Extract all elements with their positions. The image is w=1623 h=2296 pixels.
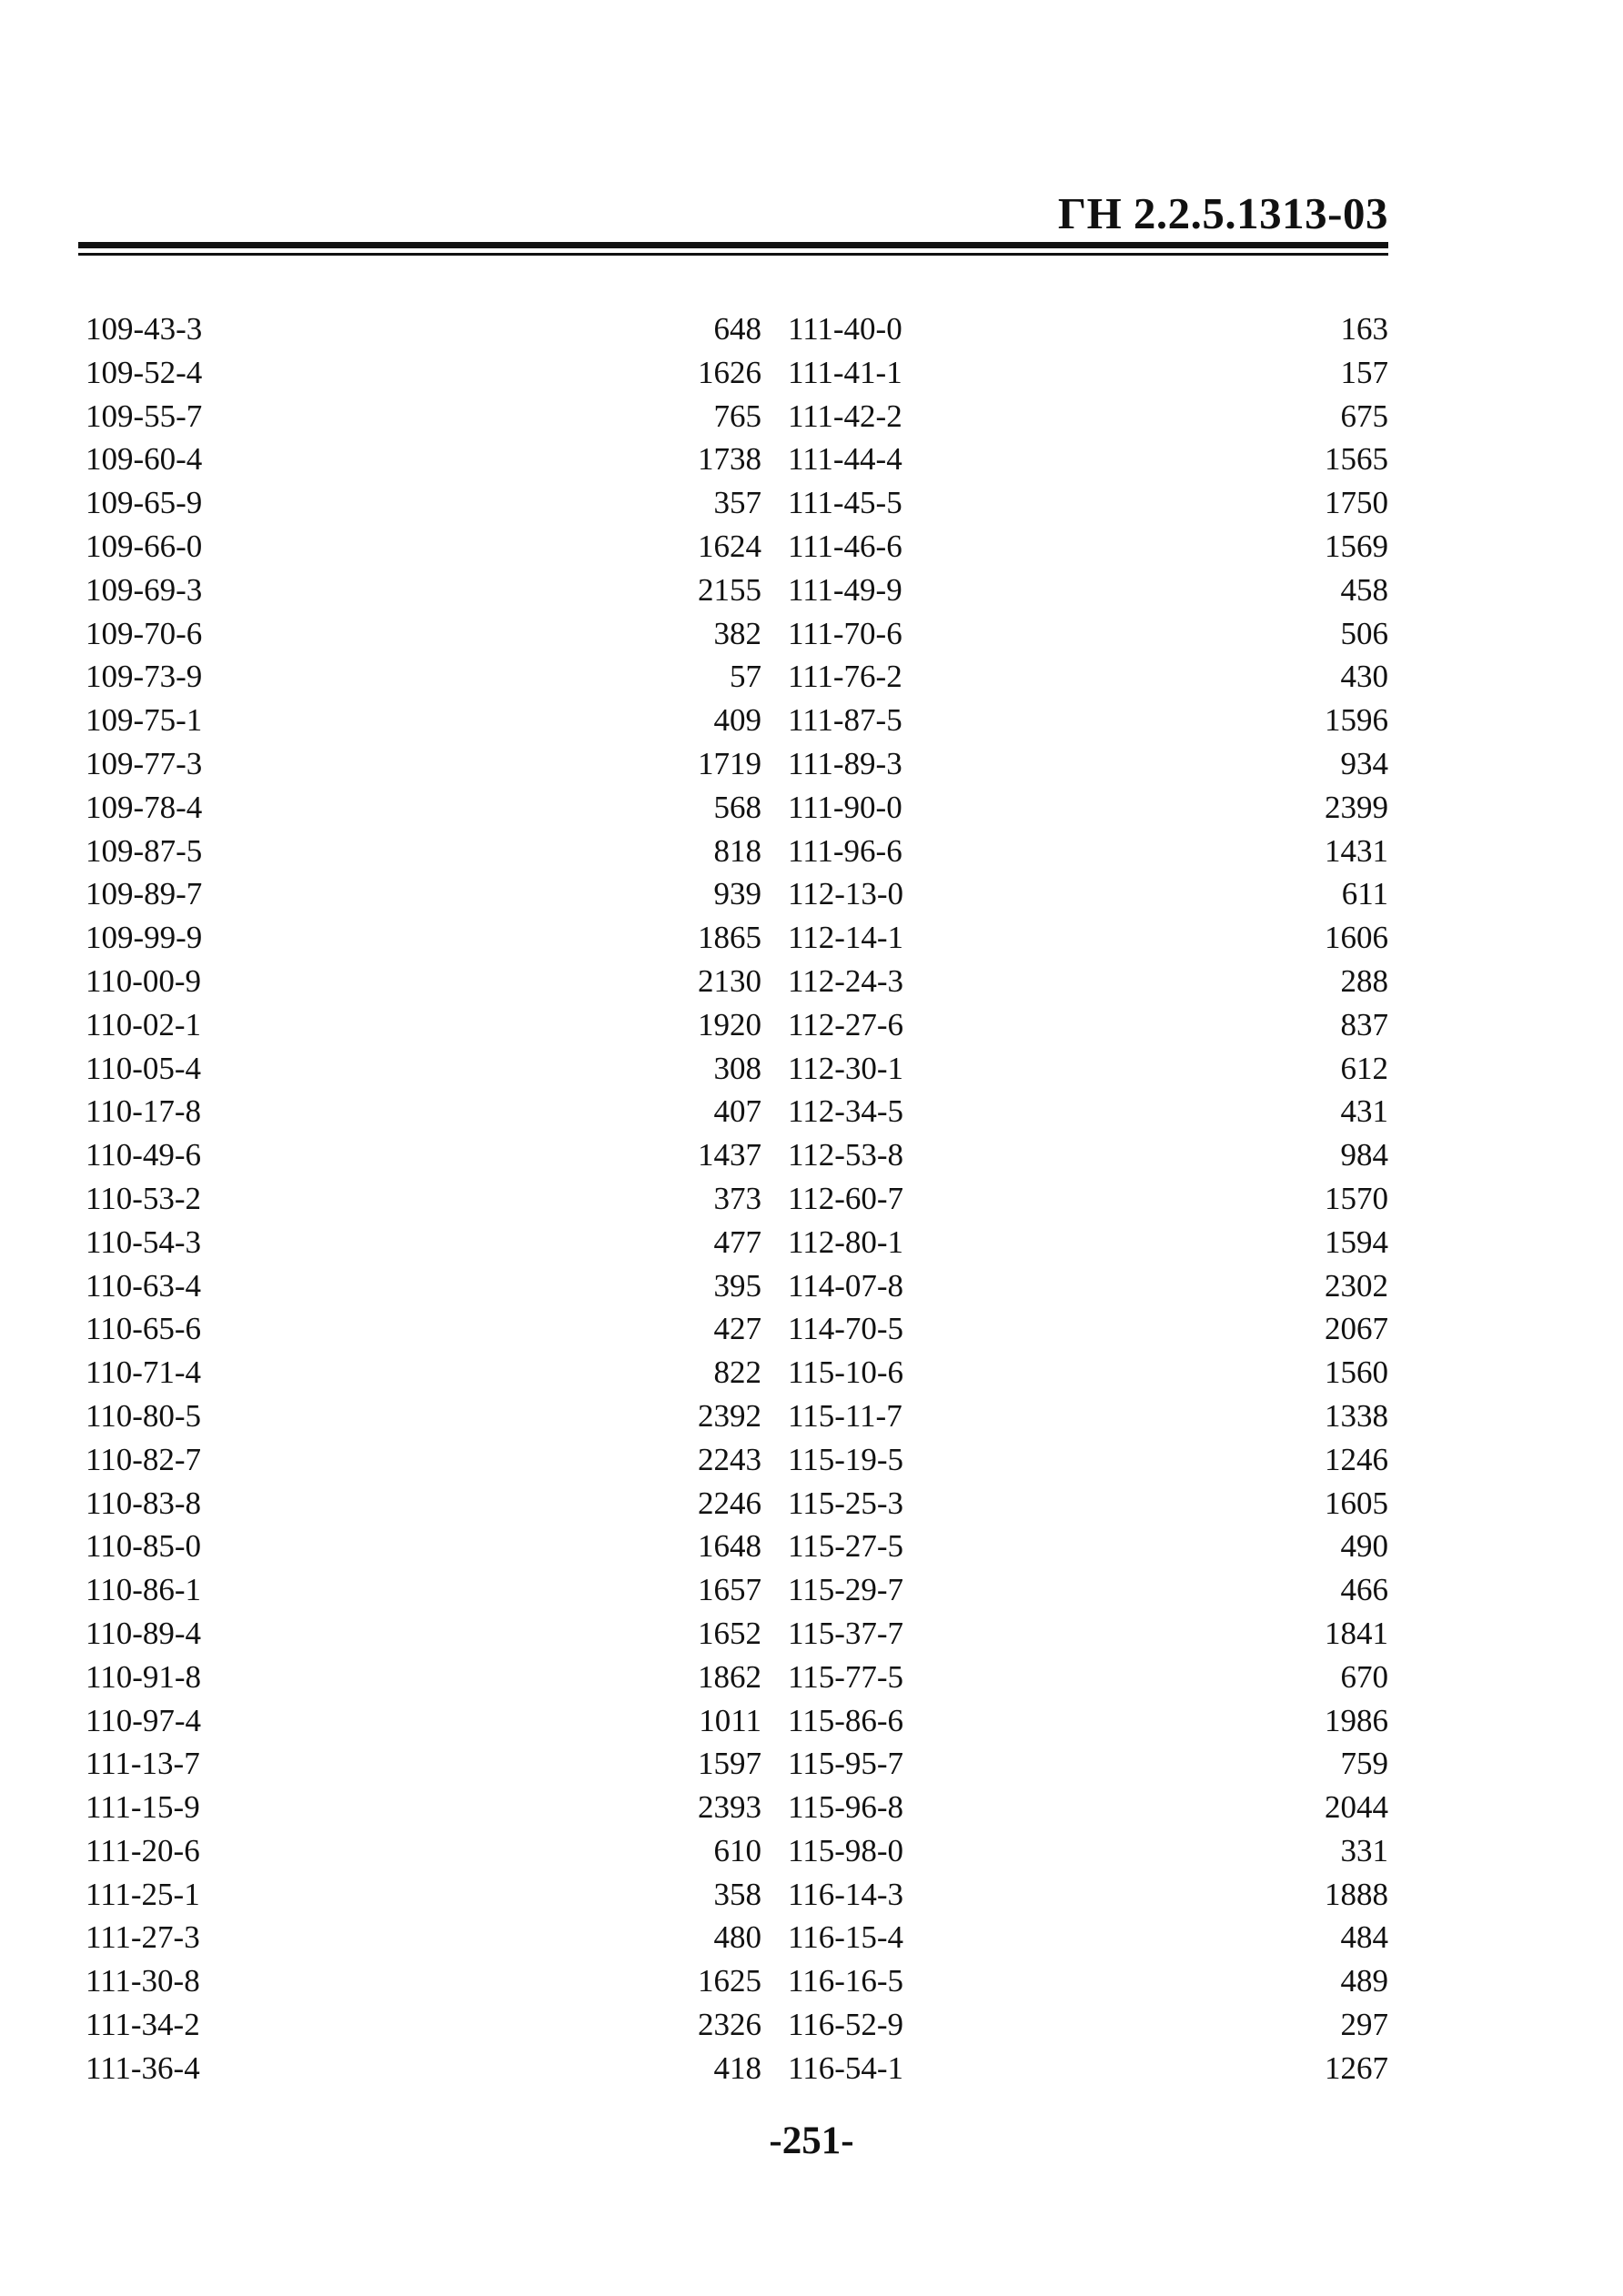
value-left: 395 xyxy=(713,1267,761,1304)
table-row xyxy=(78,1959,1388,2003)
table-row xyxy=(78,1742,1388,1786)
cas-number-right: 111-44-4 xyxy=(788,441,902,478)
cas-number-left: 109-87-5 xyxy=(86,832,203,869)
value-right: 1570 xyxy=(1325,1180,1388,1216)
document-header xyxy=(78,182,1388,264)
table-row xyxy=(78,786,1388,830)
value-left: 373 xyxy=(713,1180,761,1216)
table-row xyxy=(78,742,1388,786)
value-right: 1888 xyxy=(1325,1876,1388,1912)
table-row xyxy=(78,1047,1388,1091)
cas-number-left: 109-73-9 xyxy=(86,659,203,695)
cas-number-right: 115-98-0 xyxy=(788,1832,904,1868)
value-left: 2393 xyxy=(698,1789,761,1826)
table-row xyxy=(78,307,1388,351)
value-left: 480 xyxy=(713,1919,761,1956)
value-left: 2130 xyxy=(698,962,761,999)
value-left: 57 xyxy=(730,659,761,695)
cas-number-left: 109-70-6 xyxy=(86,615,203,651)
value-left: 1862 xyxy=(698,1658,761,1695)
value-left: 610 xyxy=(713,1832,761,1868)
table-row xyxy=(78,1090,1388,1133)
value-right: 675 xyxy=(1340,398,1388,434)
cas-number-right: 112-13-0 xyxy=(788,876,904,912)
value-right: 2399 xyxy=(1325,789,1388,825)
value-left: 1719 xyxy=(698,745,761,781)
cas-number-right: 112-60-7 xyxy=(788,1180,904,1216)
cas-number-right: 114-70-5 xyxy=(788,1311,904,1347)
value-left: 427 xyxy=(713,1311,761,1347)
cas-number-left: 110-91-8 xyxy=(86,1658,202,1695)
cas-number-right: 115-25-3 xyxy=(788,1485,904,1521)
value-left: 308 xyxy=(713,1050,761,1086)
value-left: 1437 xyxy=(698,1137,761,1173)
cas-number-right: 112-53-8 xyxy=(788,1137,904,1173)
value-right: 484 xyxy=(1340,1919,1388,1956)
cas-number-right: 111-89-3 xyxy=(788,745,902,781)
value-right: 458 xyxy=(1340,571,1388,608)
table-row xyxy=(78,1916,1388,1959)
value-right: 670 xyxy=(1340,1658,1388,1695)
cas-number-left: 110-17-8 xyxy=(86,1093,202,1130)
value-right: 431 xyxy=(1340,1093,1388,1130)
table-row xyxy=(78,1873,1388,1917)
cas-number-right: 111-70-6 xyxy=(788,615,902,651)
cas-number-left: 110-97-4 xyxy=(86,1702,202,1738)
cas-number-right: 111-76-2 xyxy=(788,659,902,695)
cas-number-right: 115-11-7 xyxy=(788,1397,902,1434)
value-left: 2326 xyxy=(698,2007,761,2043)
value-left: 1648 xyxy=(698,1528,761,1565)
value-right: 288 xyxy=(1340,962,1388,999)
table-row xyxy=(78,1264,1388,1308)
cas-number-left: 109-43-3 xyxy=(86,311,203,347)
value-left: 765 xyxy=(713,398,761,434)
value-left: 358 xyxy=(713,1876,761,1912)
value-right: 984 xyxy=(1340,1137,1388,1173)
value-right: 1560 xyxy=(1325,1354,1388,1391)
cas-number-left: 109-60-4 xyxy=(86,441,203,478)
cas-number-left: 109-78-4 xyxy=(86,789,203,825)
value-right: 489 xyxy=(1340,1963,1388,1999)
value-right: 331 xyxy=(1340,1832,1388,1868)
cas-number-left: 110-71-4 xyxy=(86,1354,202,1391)
cas-number-right: 111-41-1 xyxy=(788,354,902,390)
cas-number-left: 111-27-3 xyxy=(86,1919,200,1956)
table-row xyxy=(78,1482,1388,1526)
table-row xyxy=(78,1568,1388,1612)
value-left: 1624 xyxy=(698,528,761,564)
value-right: 612 xyxy=(1340,1050,1388,1086)
table-row xyxy=(78,1612,1388,1656)
cas-number-right: 111-45-5 xyxy=(788,485,902,521)
table-row xyxy=(78,1003,1388,1047)
cas-number-left: 110-02-1 xyxy=(86,1006,202,1042)
table-row xyxy=(78,1438,1388,1482)
table-row xyxy=(78,395,1388,438)
cas-number-right: 115-86-6 xyxy=(788,1702,904,1738)
table-row xyxy=(78,525,1388,569)
value-right: 2067 xyxy=(1325,1311,1388,1347)
cas-number-right: 115-37-7 xyxy=(788,1615,904,1651)
value-left: 1920 xyxy=(698,1006,761,1042)
value-right: 1750 xyxy=(1325,485,1388,521)
cas-number-left: 110-86-1 xyxy=(86,1572,202,1608)
cas-number-left: 111-25-1 xyxy=(86,1876,200,1912)
cas-number-left: 111-13-7 xyxy=(86,1746,200,1782)
page-number: -251- xyxy=(769,2120,854,2162)
cas-number-left: 110-89-4 xyxy=(86,1615,202,1651)
cas-number-left: 109-99-9 xyxy=(86,920,203,956)
table-row xyxy=(78,481,1388,525)
cas-number-left: 111-34-2 xyxy=(86,2007,200,2043)
table-row xyxy=(78,1221,1388,1264)
value-left: 1625 xyxy=(698,1963,761,1999)
table-row xyxy=(78,1786,1388,1829)
cas-number-right: 116-16-5 xyxy=(788,1963,904,1999)
cas-number-left: 109-65-9 xyxy=(86,485,203,521)
value-right: 1594 xyxy=(1325,1224,1388,1260)
table-row xyxy=(78,830,1388,873)
value-left: 1657 xyxy=(698,1572,761,1608)
table-row xyxy=(78,655,1388,699)
table-row xyxy=(78,1525,1388,1568)
value-right: 1246 xyxy=(1325,1441,1388,1477)
cas-number-left: 109-69-3 xyxy=(86,571,203,608)
cas-number-right: 111-87-5 xyxy=(788,702,902,739)
value-right: 297 xyxy=(1340,2007,1388,2043)
value-left: 648 xyxy=(713,311,761,347)
value-left: 357 xyxy=(713,485,761,521)
table-row xyxy=(78,1656,1388,1699)
value-right: 466 xyxy=(1340,1572,1388,1608)
cas-number-right: 112-80-1 xyxy=(788,1224,904,1260)
cas-number-right: 115-19-5 xyxy=(788,1441,904,1477)
cas-number-right: 111-46-6 xyxy=(788,528,902,564)
value-left: 477 xyxy=(713,1224,761,1260)
cas-number-left: 109-75-1 xyxy=(86,702,203,739)
cas-number-right: 114-07-8 xyxy=(788,1267,904,1304)
cas-number-left: 109-55-7 xyxy=(86,398,203,434)
cas-number-left: 111-20-6 xyxy=(86,1832,200,1868)
value-right: 1606 xyxy=(1325,920,1388,956)
value-left: 2243 xyxy=(698,1441,761,1477)
table-row xyxy=(78,1395,1388,1438)
cas-number-left: 110-54-3 xyxy=(86,1224,202,1260)
value-left: 939 xyxy=(713,876,761,912)
cas-number-left: 110-65-6 xyxy=(86,1311,202,1347)
value-right: 1596 xyxy=(1325,702,1388,739)
value-right: 611 xyxy=(1341,876,1388,912)
table-row xyxy=(78,1133,1388,1177)
cas-number-right: 115-29-7 xyxy=(788,1572,904,1608)
table-row xyxy=(78,1177,1388,1221)
table-row xyxy=(78,569,1388,612)
cas-number-right: 111-49-9 xyxy=(788,571,902,608)
value-left: 1652 xyxy=(698,1615,761,1651)
cas-number-right: 112-30-1 xyxy=(788,1050,904,1086)
value-right: 157 xyxy=(1340,354,1388,390)
cas-number-right: 115-10-6 xyxy=(788,1354,904,1391)
value-left: 1011 xyxy=(699,1702,761,1738)
value-left: 2155 xyxy=(698,571,761,608)
cas-number-left: 109-66-0 xyxy=(86,528,203,564)
table-row xyxy=(78,872,1388,916)
value-right: 163 xyxy=(1340,311,1388,347)
cas-number-left: 109-52-4 xyxy=(86,354,203,390)
value-right: 430 xyxy=(1340,659,1388,695)
cas-number-right: 111-42-2 xyxy=(788,398,902,434)
cas-number-left: 110-00-9 xyxy=(86,962,202,999)
value-right: 1431 xyxy=(1325,832,1388,869)
header-rule-thick xyxy=(78,242,1388,248)
cas-number-right: 112-24-3 xyxy=(788,962,904,999)
value-left: 1626 xyxy=(698,354,761,390)
cas-number-left: 111-36-4 xyxy=(86,2049,200,2086)
document-code: ГН 2.2.5.1313-03 xyxy=(1057,188,1388,238)
table-row xyxy=(78,2003,1388,2047)
cas-number-left: 110-80-5 xyxy=(86,1397,202,1434)
cas-number-left: 110-82-7 xyxy=(86,1441,202,1477)
cas-number-left: 110-05-4 xyxy=(86,1050,202,1086)
value-right: 490 xyxy=(1340,1528,1388,1565)
value-left: 382 xyxy=(713,615,761,651)
table-row xyxy=(78,2047,1388,2090)
table-row xyxy=(78,1699,1388,1743)
cas-number-left: 111-15-9 xyxy=(86,1789,200,1826)
cas-number-right: 116-14-3 xyxy=(788,1876,904,1912)
value-right: 837 xyxy=(1340,1006,1388,1042)
table-row xyxy=(78,438,1388,481)
value-right: 759 xyxy=(1340,1746,1388,1782)
value-right: 1338 xyxy=(1325,1397,1388,1434)
value-left: 418 xyxy=(713,2049,761,2086)
value-left: 409 xyxy=(713,702,761,739)
cas-number-right: 111-96-6 xyxy=(788,832,902,869)
table-row xyxy=(78,612,1388,656)
table-row xyxy=(78,1351,1388,1395)
cas-number-left: 110-63-4 xyxy=(86,1267,202,1304)
cas-number-right: 116-54-1 xyxy=(788,2049,904,2086)
value-left: 1597 xyxy=(698,1746,761,1782)
value-left: 822 xyxy=(713,1354,761,1391)
cas-number-right: 115-95-7 xyxy=(788,1746,904,1782)
cas-number-left: 110-53-2 xyxy=(86,1180,202,1216)
value-right: 934 xyxy=(1340,745,1388,781)
cas-number-right: 116-52-9 xyxy=(788,2007,904,2043)
value-right: 1569 xyxy=(1325,528,1388,564)
cas-number-right: 112-27-6 xyxy=(788,1006,904,1042)
value-left: 1738 xyxy=(698,441,761,478)
value-right: 1605 xyxy=(1325,1485,1388,1521)
cas-number-right: 111-40-0 xyxy=(788,311,902,347)
cas-number-left: 110-49-6 xyxy=(86,1137,202,1173)
cas-number-right: 116-15-4 xyxy=(788,1919,904,1956)
value-left: 407 xyxy=(713,1093,761,1130)
table-row xyxy=(78,1307,1388,1351)
cas-number-left: 110-85-0 xyxy=(86,1528,202,1565)
value-right: 2044 xyxy=(1325,1789,1388,1826)
value-right: 1565 xyxy=(1325,441,1388,478)
header-rule-thin xyxy=(78,253,1388,256)
value-right: 506 xyxy=(1340,615,1388,651)
cas-number-left: 109-89-7 xyxy=(86,876,203,912)
value-right: 1986 xyxy=(1325,1702,1388,1738)
cas-number-right: 112-34-5 xyxy=(788,1093,904,1130)
table-row xyxy=(78,1829,1388,1873)
cas-number-table xyxy=(78,307,1388,2090)
value-right: 2302 xyxy=(1325,1267,1388,1304)
value-right: 1267 xyxy=(1325,2049,1388,2086)
table-row xyxy=(78,960,1388,1003)
cas-number-left: 111-30-8 xyxy=(86,1963,200,1999)
table-row xyxy=(78,351,1388,395)
value-left: 1865 xyxy=(698,920,761,956)
cas-number-left: 110-83-8 xyxy=(86,1485,202,1521)
table-row xyxy=(78,916,1388,960)
table-row xyxy=(78,699,1388,742)
cas-number-left: 109-77-3 xyxy=(86,745,203,781)
value-left: 568 xyxy=(713,789,761,825)
cas-number-right: 115-96-8 xyxy=(788,1789,904,1826)
cas-number-right: 112-14-1 xyxy=(788,920,904,956)
value-right: 1841 xyxy=(1325,1615,1388,1651)
value-left: 2392 xyxy=(698,1397,761,1434)
cas-number-right: 115-77-5 xyxy=(788,1658,904,1695)
value-left: 2246 xyxy=(698,1485,761,1521)
cas-number-right: 111-90-0 xyxy=(788,789,902,825)
cas-number-right: 115-27-5 xyxy=(788,1528,904,1565)
value-left: 818 xyxy=(713,832,761,869)
